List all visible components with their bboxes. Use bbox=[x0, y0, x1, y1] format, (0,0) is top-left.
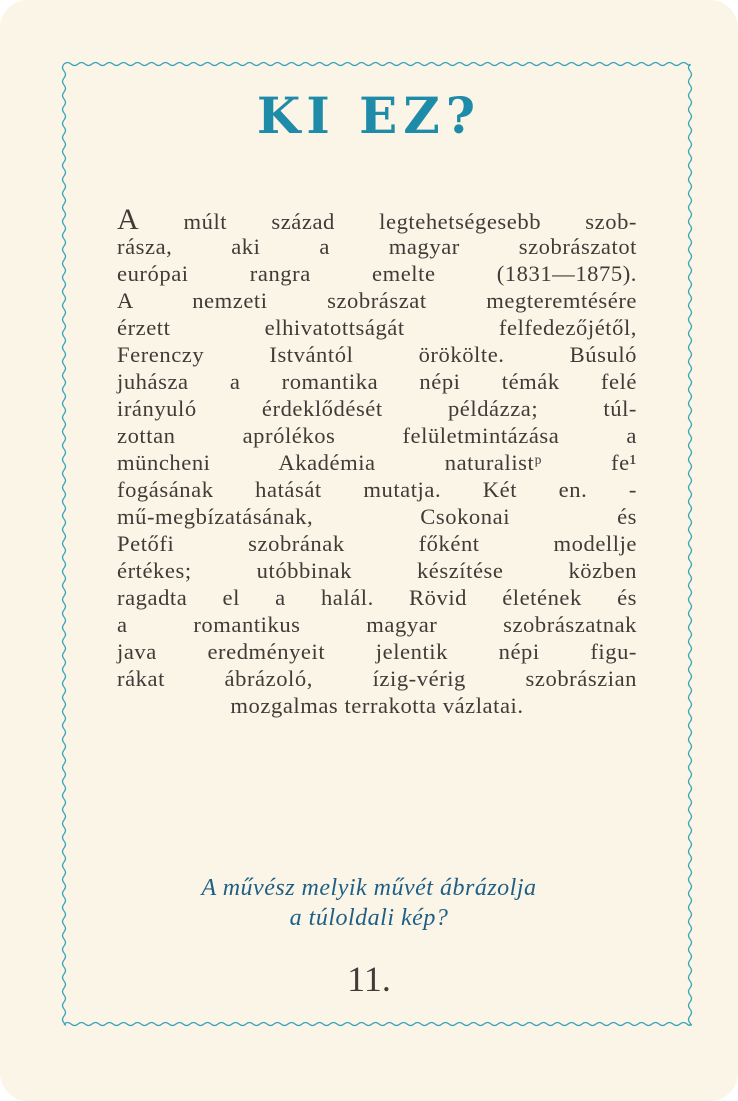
body-line-18: mozgalmas terrakotta vázlatai. bbox=[230, 693, 524, 718]
body-line-13: értékes; utóbbinak készítése közben bbox=[117, 558, 637, 583]
body-first-letter: A bbox=[117, 203, 140, 236]
body-line-14: ragadta el a halál. Rövid életének és bbox=[117, 585, 637, 610]
card-body-text bbox=[117, 203, 637, 719]
card-title: KI EZ? bbox=[256, 86, 482, 145]
body-line-3: A nemzeti szobrászat megteremtésére bbox=[117, 288, 637, 313]
body-line-6: juhásza a romantika népi témák felé bbox=[117, 369, 637, 394]
body-line-15: a romantikus magyar szobrászatnak bbox=[117, 612, 637, 637]
quiz-question bbox=[0, 873, 738, 933]
body-line-5: Ferenczy Istvántól örökölte. Búsuló bbox=[117, 342, 637, 367]
question-line-2: a túloldali kép? bbox=[289, 905, 449, 931]
body-line-7: irányuló érdeklődését példázza; túl- bbox=[117, 396, 637, 421]
body-line-8: zottan aprólékos felületmintázása a bbox=[117, 423, 637, 448]
body-line-11: mű-megbízatásának, Csokonai és bbox=[117, 504, 637, 529]
card-number: 11. bbox=[347, 959, 391, 999]
question-line-1: A művész melyik művét ábrázolja bbox=[201, 875, 537, 901]
body-line-10: fogásának hatását mutatja. Két en. - bbox=[117, 477, 637, 502]
body-line-2: európai rangra emelte (1831—1875). bbox=[117, 261, 637, 286]
body-line bbox=[117, 203, 637, 236]
frame-bottom-wave bbox=[64, 1023, 690, 1026]
body-line-9: müncheni Akadémia naturalistᵖ fe¹ bbox=[117, 450, 637, 475]
body-line-17: rákat ábrázoló, ízig-vérig szobrászian bbox=[117, 666, 637, 691]
body-line-4: érzett elhivatottságát felfedezőjétől, bbox=[117, 315, 637, 340]
body-line-0: múlt század legtehetségesebb szob- bbox=[139, 209, 637, 234]
body-line-1: rásza, aki a magyar szobrászatot bbox=[117, 234, 637, 259]
body-line-12: Petőfi szobrának főként modellje bbox=[117, 531, 637, 556]
frame-top-wave bbox=[64, 63, 690, 66]
body-line-16: java eredményeit jelentik népi figu- bbox=[117, 639, 637, 664]
